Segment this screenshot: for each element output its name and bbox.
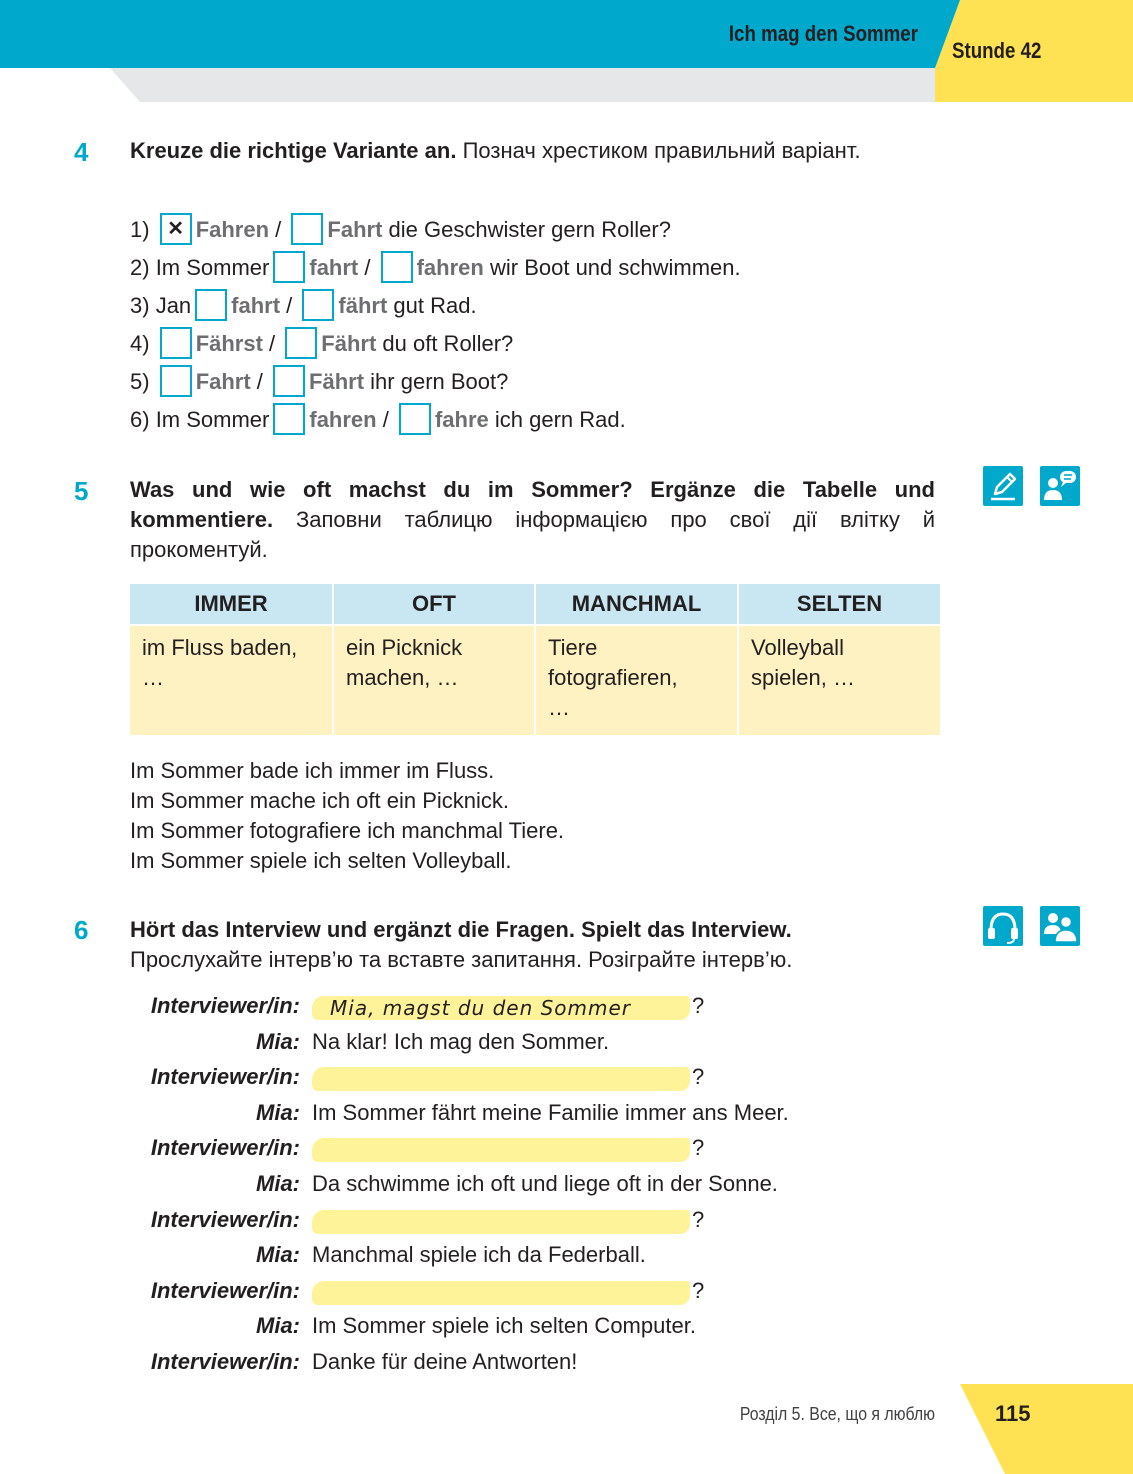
- item-prefix: Jan: [155, 293, 192, 318]
- checkbox-option-2[interactable]: [291, 213, 323, 245]
- instruction-german: Kreuze die richtige Variante an.: [130, 138, 457, 163]
- option-2-label: Fahrt: [327, 217, 383, 242]
- checkbox-option-2[interactable]: [399, 403, 431, 435]
- example-sentence: Im Sommer mache ich oft ein Picknick.: [130, 788, 510, 813]
- instruction-german: Was und wie oft machst du im Sommer? Ergänze die Tabelle und kommentiere.: [130, 477, 935, 532]
- task-number: 4: [74, 137, 89, 167]
- item-suffix: gut Rad.: [393, 293, 477, 318]
- option-1-label: fahren: [309, 407, 377, 432]
- exercise-item: 3) Jan fahrt / fährt gut Rad.: [130, 291, 477, 321]
- option-1-label: fahrt: [309, 255, 359, 280]
- speaker-interviewer: Interviewer/in:: [150, 1349, 300, 1374]
- speaker-interviewer: Interviewer/in:: [150, 1064, 300, 1090]
- lesson-label: Stunde 42: [952, 38, 1042, 63]
- speaker-mia: Mia:: [256, 1242, 300, 1268]
- item-suffix: ich gern Rad.: [494, 407, 626, 432]
- header-shadow: [110, 68, 950, 102]
- example-sentence: Im Sommer fotografiere ich manchmal Tiere.: [130, 818, 565, 843]
- headphones-icon: [983, 906, 1023, 946]
- instruction-ukrainian: Заповни таблицю інформацією про свої дії влітку й прокоментуй.: [130, 507, 935, 562]
- answer-field[interactable]: [312, 996, 690, 1020]
- dialogue-line: Im Sommer spiele ich selten Computer.: [312, 1313, 696, 1339]
- option-1-label: Fahrt: [195, 369, 251, 394]
- item-number: 5): [130, 369, 150, 394]
- table-header: SELTEN: [738, 584, 940, 625]
- speech-person-icon: [1040, 466, 1080, 506]
- pair-work-icon: [1040, 906, 1080, 946]
- example-sentence: Im Sommer spiele ich selten Volleyball.: [130, 848, 512, 873]
- checkbox-option-1[interactable]: [195, 289, 227, 321]
- task-instruction: [130, 915, 935, 975]
- option-2-label: Fährt: [321, 331, 377, 356]
- option-2-label: Fährt: [309, 369, 365, 394]
- checkbox-option-2[interactable]: [273, 365, 305, 397]
- task-instruction: [130, 136, 935, 166]
- dialogue-line: Manchmal spiele ich da Federball.: [312, 1242, 646, 1268]
- exercise-item: 4) Fährst / Fährt du oft Roller?: [130, 329, 513, 359]
- question-mark: ?: [692, 1135, 705, 1161]
- table-cell: ein Picknick machen, …: [333, 625, 535, 735]
- option-1-label: Fährst: [195, 331, 263, 356]
- question-mark: ?: [692, 1064, 705, 1090]
- option-2-label: fährt: [338, 293, 388, 318]
- frequency-table: [130, 584, 940, 735]
- dialogue-line: Na klar! Ich mag den Sommer.: [312, 1028, 610, 1054]
- item-suffix: du oft Roller?: [382, 331, 514, 356]
- example-sentence: Im Sommer bade ich immer im Fluss.: [130, 758, 495, 783]
- exercise-item: 6) Im Sommer fahren / fahre ich gern Rad.: [130, 405, 626, 435]
- checkbox-option-1[interactable]: [160, 327, 192, 359]
- dialogue-line: Im Sommer fährt meine Familie immer ans Meer.: [312, 1099, 789, 1125]
- handwritten-answer: Mia, magst du den Sommer: [330, 996, 632, 1020]
- table-cell: Volleyball spielen, …: [738, 625, 940, 735]
- item-number: 1): [130, 217, 150, 242]
- speaker-mia: Mia:: [256, 1099, 300, 1125]
- speaker-interviewer: Interviewer/in:: [150, 1206, 300, 1232]
- question-mark: ?: [692, 1277, 705, 1303]
- task-number: 6: [74, 915, 89, 945]
- checkbox-option-1[interactable]: ✕: [160, 213, 192, 245]
- table-header: OFT: [333, 584, 535, 625]
- item-number: 3): [130, 293, 150, 318]
- checkbox-option-2[interactable]: [285, 327, 317, 359]
- speaker-interviewer: Interviewer/in:: [150, 1135, 300, 1161]
- table-cell: im Fluss baden, …: [130, 625, 333, 735]
- page-title: Ich mag den Sommer: [728, 21, 918, 46]
- blank-answer-field[interactable]: [312, 1138, 690, 1162]
- exercise-item: 1) ✕ Fahren / Fahrt die Geschwister gern Roller?: [130, 215, 671, 245]
- item-number: 4): [130, 331, 150, 356]
- item-suffix: wir Boot und schwimmen.: [489, 255, 741, 280]
- instruction-ukrainian: Познач хрестиком правильний варіант.: [462, 138, 861, 163]
- speaker-interviewer: Interviewer/in:: [150, 993, 300, 1018]
- checkbox-option-1[interactable]: [160, 365, 192, 397]
- checkbox-option-2[interactable]: [302, 289, 334, 321]
- pencil-icon: [983, 466, 1023, 506]
- dialogue-line: Danke für deine Antworten!: [312, 1349, 578, 1374]
- checkbox-option-2[interactable]: [381, 251, 413, 283]
- question-mark: ?: [692, 1206, 705, 1232]
- dialogue-line: Da schwimme ich oft und liege oft in der Sonne.: [312, 1171, 778, 1196]
- item-prefix: Im Sommer: [155, 255, 270, 280]
- option-2-label: fahren: [416, 255, 484, 280]
- checkbox-option-1[interactable]: [273, 403, 305, 435]
- option-2-label: fahre: [434, 407, 489, 432]
- question-mark: ?: [692, 993, 705, 1018]
- speaker-mia: Mia:: [256, 1028, 300, 1054]
- instruction-german: Hört das Interview und ergänzt die Fragen. Spielt das Interview.: [130, 917, 792, 942]
- blank-answer-field[interactable]: [312, 1281, 690, 1305]
- blank-answer-field[interactable]: [312, 1067, 690, 1091]
- task-number: 5: [74, 476, 89, 506]
- item-suffix: ihr gern Boot?: [370, 369, 509, 394]
- speaker-mia: Mia:: [256, 1313, 300, 1339]
- checkbox-option-1[interactable]: [273, 251, 305, 283]
- item-number: 6): [130, 407, 150, 432]
- page-number: 115: [995, 1401, 1031, 1426]
- speaker-interviewer: Interviewer/in:: [150, 1277, 300, 1303]
- exercise-item: 2) Im Sommer fahrt / fahren wir Boot und schwimmen.: [130, 253, 741, 283]
- table-cell: Tiere fotografieren, …: [535, 625, 738, 735]
- footer-page-tab: [935, 1384, 1133, 1474]
- speaker-mia: Mia:: [256, 1171, 300, 1196]
- table-header: IMMER: [130, 584, 333, 625]
- blank-answer-field[interactable]: [312, 1210, 690, 1234]
- instruction-ukrainian: Прослухайте інтерв’ю та вставте запитання. Розіграйте інтерв’ю.: [130, 947, 793, 972]
- chapter-label: Розділ 5. Все, що я люблю: [739, 1404, 935, 1424]
- item-suffix: die Geschwister gern Roller?: [388, 217, 671, 242]
- task-instruction: [130, 475, 935, 565]
- option-1-label: fahrt: [231, 293, 281, 318]
- option-1-label: Fahren: [195, 217, 270, 242]
- exercise-item: 5) Fahrt / Fährt ihr gern Boot?: [130, 367, 508, 397]
- item-prefix: Im Sommer: [155, 407, 270, 432]
- table-header: MANCHMAL: [535, 584, 738, 625]
- item-number: 2): [130, 255, 150, 280]
